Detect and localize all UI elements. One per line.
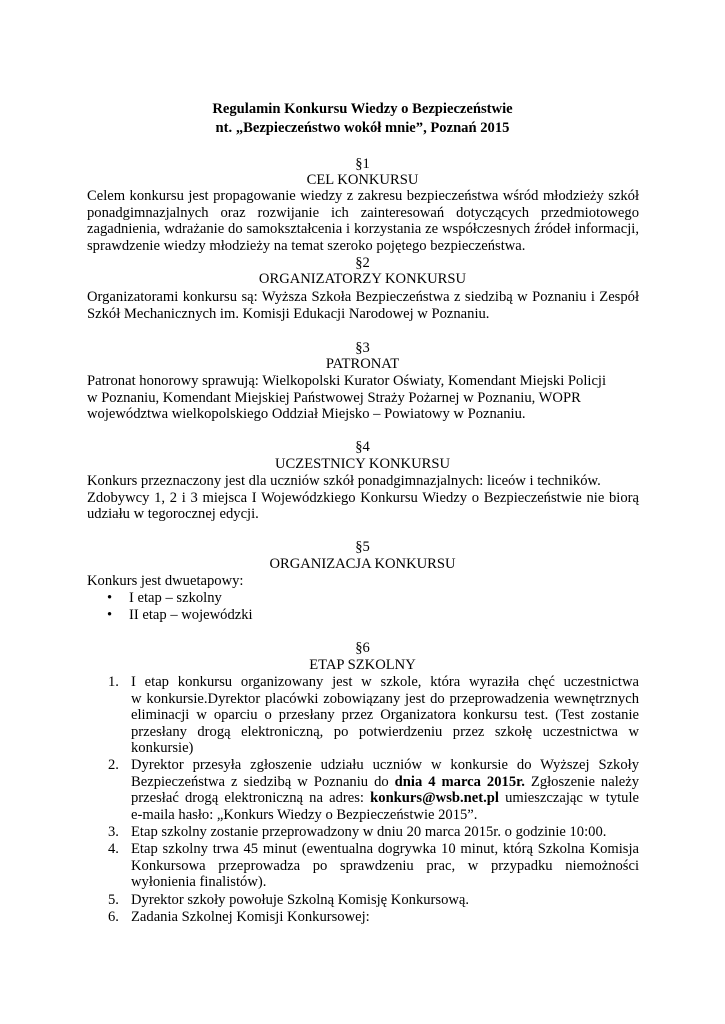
item-text <box>131 909 639 926</box>
deadline-date: dnia 4 marca 2015r. <box>394 773 525 790</box>
item-number: 2. <box>108 757 119 773</box>
section-5-heading: ORGANIZACJA KONKURSU <box>269 556 456 572</box>
section-2-number: §2 <box>355 255 370 271</box>
item-line: Dyrektor szkoły powołuje Szkolną Komisję Konkursową. <box>131 892 470 908</box>
section-3-line: w Poznaniu, Komendant Miejskiej Państwowej Straży Pożarnej w Poznaniu, WOPR <box>87 389 581 406</box>
section-1-number: §1 <box>355 156 370 172</box>
section-1-paragraph <box>87 188 639 254</box>
section-1-line: zagadnienia, wdrażanie do samokształcenia i korzystania ze współczesnych źródeł informacji, <box>87 221 639 238</box>
section-1-line: Celem konkursu jest propagowanie wiedzy z zakresu bezpieczeństwa wśród młodzieży szkół <box>87 188 639 204</box>
section-1-heading: CEL KONKURSU <box>306 172 419 188</box>
section-4-line: Zdobywcy 1, 2 i 3 miejsca I Wojewódzkiego Konkursu Wiedzy o Bezpieczeństwie nie biorą <box>87 489 639 506</box>
item-number: 3. <box>108 824 119 840</box>
document-title-line-2: nt. „Bezpieczeństwo wokół mnie”, Poznań 2015 <box>215 120 510 136</box>
section-2-line: Organizatorami konkursu są: Wyższa Szkoła Bezpieczeństwa z siedzibą w Poznaniu i Zespół <box>87 289 639 305</box>
item-number: 6. <box>108 909 119 925</box>
item-line: Zadania Szkolnej Komisji Konkursowej: <box>131 909 370 925</box>
item-text <box>131 892 639 909</box>
item-line: Konkursowa przeprowadza po sprawdzeniu prac, w przypadku niemożności <box>131 857 639 874</box>
section-3-heading: PATRONAT <box>325 356 400 372</box>
document-title-line-1: Regulamin Konkursu Wiedzy o Bezpieczeństwie <box>212 101 513 117</box>
item-number: 5. <box>108 892 119 908</box>
item-text-part: Bezpieczeństwa z siedzibą w Poznaniu do <box>131 773 395 790</box>
contact-email: konkurs@wsb.net.pl <box>370 790 499 807</box>
item-text-part: umieszczając w tytule <box>498 790 639 807</box>
item-text <box>131 841 639 891</box>
section-3-paragraph <box>87 373 639 423</box>
list-item <box>107 590 222 607</box>
list-item-text: II etap – wojewódzki <box>129 607 253 623</box>
item-line <box>131 790 639 807</box>
section-6-number: §6 <box>355 640 370 656</box>
item-line: wyłonienia finalistów). <box>131 874 267 891</box>
section-4-paragraph <box>87 473 639 523</box>
section-3-number: §3 <box>355 340 370 356</box>
section-1-line: sprawdzenie wiedzy młodzieży na temat szeroko pojętego bezpieczeństwa. <box>87 237 526 254</box>
bullet-icon: • <box>107 590 113 606</box>
item-number: 4. <box>108 841 119 857</box>
item-line: e-maila hasło: „Konkurs Wiedzy o Bezpieczeństwie 2015”. <box>131 806 478 823</box>
item-line <box>131 774 639 791</box>
bullet-icon: • <box>107 607 113 623</box>
section-6-heading: ETAP SZKOLNY <box>309 657 416 673</box>
item-line: eliminacji w oparciu o przesłany przez Organizatora konkursu test. (Test zostanie <box>131 707 639 724</box>
section-4-heading: UCZESTNICY KONKURSU <box>275 456 450 472</box>
section-1-line: ponadgimnazjalnych oraz rozwijanie ich zainteresowań dotyczących przedmiotowego <box>87 204 639 221</box>
section-3-line: województwa wielkopolskiego Oddział Miejsko – Powiatowy w Poznaniu. <box>87 406 526 423</box>
section-3-line: Patronat honorowy sprawują: Wielkopolski Kurator Oświaty, Komendant Miejski Policji <box>87 373 607 389</box>
section-5-intro: Konkurs jest dwuetapowy: <box>87 573 244 589</box>
item-line: I etap konkursu organizowany jest w szkole, która wyraziła chęć uczestnictwa <box>131 674 639 690</box>
item-text <box>131 674 639 757</box>
item-line: Dyrektor przesyła zgłoszenie udziału uczniów w konkursie do Wyższej Szkoły <box>131 757 639 773</box>
item-text <box>131 824 639 841</box>
list-item-text: I etap – szkolny <box>129 590 222 606</box>
item-line: Etap szkolny trwa 45 minut (ewentualna dogrywka 10 minut, którą Szkolna Komisja <box>131 841 639 857</box>
item-line: Etap szkolny zostanie przeprowadzony w dniu 20 marca 2015r. o godzinie 10:00. <box>131 824 607 840</box>
item-line: przesłany drogą elektroniczną, po potwierdzeniu przez szkołę uczestnictwa w <box>131 723 639 740</box>
item-text <box>131 757 639 823</box>
section-2-heading: ORGANIZATORZY KONKURSU <box>258 271 467 287</box>
section-2-line: Szkół Mechanicznych im. Komisji Edukacji Narodowej w Poznaniu. <box>87 305 490 322</box>
item-line: konkursie) <box>131 740 194 757</box>
item-text-part: Zgłoszenie należy <box>524 773 639 790</box>
list-item <box>107 607 253 624</box>
section-4-line: udziału w tegorocznej edycji. <box>87 506 259 523</box>
section-4-number: §4 <box>355 439 370 455</box>
item-text-part: przesłać drogą elektroniczną na adres: <box>131 790 371 807</box>
item-number: 1. <box>108 674 119 690</box>
section-5-number: §5 <box>355 539 370 555</box>
section-2-paragraph <box>87 289 639 322</box>
item-line: w konkursie.Dyrektor placówki zobowiązany jest do przeprowadzenia wewnętrznych <box>131 690 639 707</box>
section-4-line: Konkurs przeznaczony jest dla uczniów szkół ponadgimnazjalnych: liceów i techników. <box>87 473 601 489</box>
